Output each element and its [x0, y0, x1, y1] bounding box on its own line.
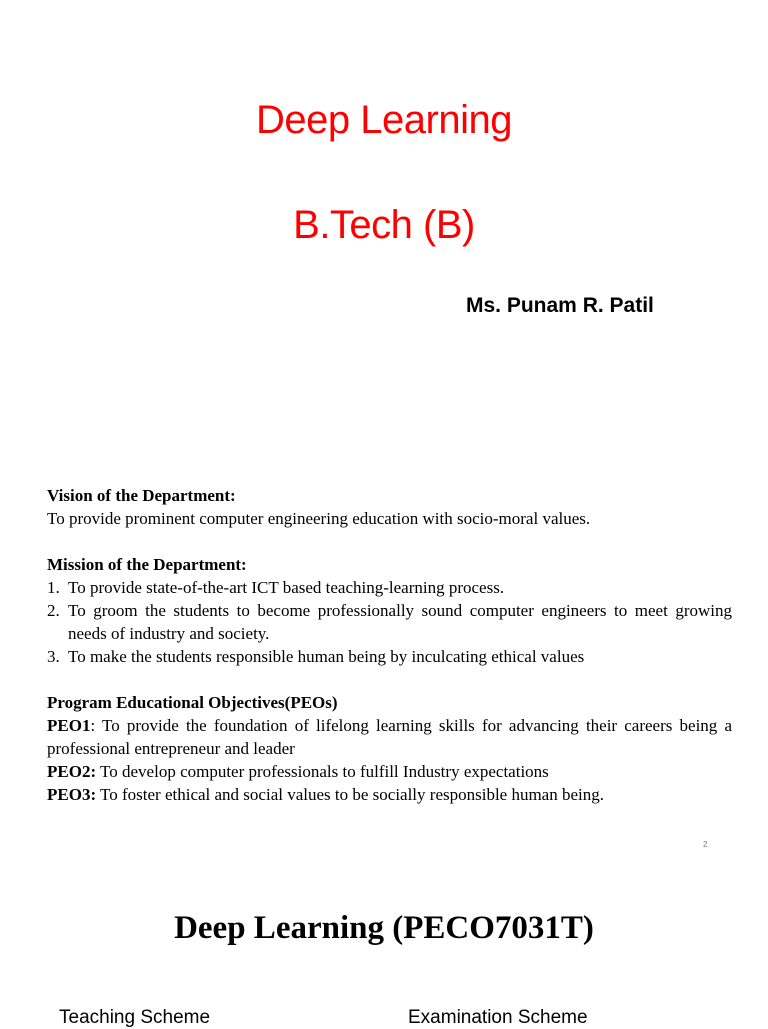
list-text: To groom the students to become professionally sound computer engineers to meet growing needs of industry and society. — [68, 601, 732, 643]
list-item — [47, 576, 732, 599]
vision-mission-content — [47, 484, 732, 806]
list-number: 1. — [47, 578, 60, 597]
list-item — [47, 645, 732, 668]
list-number: 3. — [47, 647, 60, 666]
list-text: To make the students responsible human being by inculcating ethical values — [68, 647, 585, 666]
slide-title: Deep Learning — [256, 98, 512, 142]
peo-text: To develop computer professionals to fulfill Industry expectations — [96, 762, 549, 781]
peo-item — [47, 783, 732, 806]
mission-list — [47, 576, 732, 668]
peo-label: PEO1 — [47, 716, 91, 735]
peo-heading: Program Educational Objectives(PEOs) — [47, 693, 338, 712]
page-number: 2 — [703, 840, 708, 849]
slide-subtitle: B.Tech (B) — [293, 203, 475, 247]
title-slide — [0, 0, 768, 432]
peo-label: PEO2: — [47, 762, 97, 781]
examination-scheme-label: Examination Scheme — [408, 1007, 588, 1028]
vision-text: To provide prominent computer engineering education with socio-moral values. — [47, 509, 591, 528]
author-name: Ms. Punam R. Patil — [466, 294, 654, 317]
vision-mission-slide — [0, 432, 768, 864]
vision-heading: Vision of the Department: — [47, 486, 236, 505]
list-item — [47, 599, 732, 645]
teaching-scheme-label: Teaching Scheme — [59, 1007, 211, 1028]
peo-text: To foster ethical and social values to be socially responsible human being. — [96, 785, 605, 804]
peo-label: PEO3: — [47, 785, 97, 804]
peo-text: : To provide the foundation of lifelong learning skills for advancing their careers being a professional entrepreneur and leader — [47, 716, 732, 758]
peo-item — [47, 760, 732, 783]
course-slide — [0, 864, 768, 1028]
course-title: Deep Learning (PECO7031T) — [174, 910, 594, 946]
list-number: 2. — [47, 601, 60, 620]
peo-item — [47, 714, 732, 760]
mission-heading: Mission of the Department: — [47, 555, 247, 574]
list-text: To provide state-of-the-art ICT based teaching-learning process. — [68, 578, 505, 597]
